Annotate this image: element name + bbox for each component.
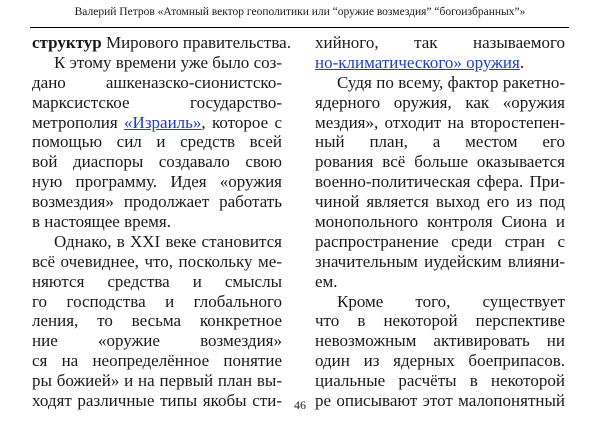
- page-number: 46: [294, 398, 306, 412]
- israel-link[interactable]: «Израиль»: [124, 112, 202, 132]
- text-fragment: Мирового правительства.: [101, 33, 291, 52]
- text-line: [315, 33, 565, 53]
- text-line: что в некоторой перспективе: [315, 311, 565, 331]
- text-fragment: хийного, так называемого: [315, 33, 565, 52]
- left-column: [32, 33, 291, 411]
- text-line: распространение среди стран с: [315, 231, 565, 251]
- text-line: К этому времени уже было соз-: [54, 52, 282, 72]
- text-fragment: метрополия: [32, 112, 125, 132]
- text-line: вой диаспоры создавало свою: [32, 152, 282, 172]
- text-line: чиной является выход его из под: [315, 192, 565, 212]
- text-line: мездия», отходит на второстепен-: [315, 112, 565, 132]
- text-line: один из ядерных боеприпасов.: [315, 351, 565, 371]
- text-line: монопольного контроля Сиона и: [315, 212, 565, 232]
- text-line: Однако, в XXI веке становится: [54, 231, 282, 251]
- text-line: го господства и глобального: [32, 291, 282, 311]
- text-line: ем.: [315, 271, 338, 291]
- text-line: Судя по всему, фактор ракетно-: [337, 72, 565, 92]
- text-line: марксистское государство-: [32, 92, 282, 112]
- text-fragment: .: [519, 52, 525, 72]
- text-line: ние «оружие возмездия»: [32, 331, 282, 351]
- bold-word: структур: [32, 33, 102, 52]
- text-fragment: , которое с: [201, 112, 282, 132]
- text-line: ления, то весьма конкретное: [32, 311, 282, 331]
- text-line: ры божией» и на первый план вы-: [32, 371, 282, 391]
- text-line: [32, 113, 282, 133]
- text-line: ядерного оружия, как «оружия: [315, 92, 565, 112]
- text-line: циальные расчёты в некоторой: [315, 371, 565, 391]
- text-line: возмездия» продолжает работать: [32, 192, 282, 212]
- header-rule: [30, 27, 569, 28]
- text-line: дано ашкеназско-сионистско-: [32, 72, 282, 92]
- text-line: невозможным активировать ни: [315, 331, 565, 351]
- text-line: ходят различные типы якобы сти-: [32, 391, 282, 411]
- text-line: всё очевиднее, что, поскольку ме-: [32, 251, 282, 271]
- text-line: Кроме того, существует: [337, 291, 565, 311]
- text-line: военно-политическая сфера. При-: [315, 172, 565, 192]
- right-column: [315, 33, 565, 411]
- text-line: [315, 53, 565, 73]
- text-line: [32, 33, 291, 53]
- text-line: в настоящее время.: [32, 212, 171, 232]
- text-line: значительным иудейским влияни-: [315, 251, 565, 271]
- text-line: няются средства и смыслы: [32, 271, 282, 291]
- text-line: ре описывают этот малопонятный: [315, 391, 565, 411]
- text-line: помощью сил и средств всей: [32, 132, 282, 152]
- climate-weapon-link-cont[interactable]: но-климатического» оружия: [315, 52, 520, 72]
- text-line: ся на неопределённое понятие: [32, 351, 282, 371]
- text-line: ную программу. Идея «оружия: [32, 172, 282, 192]
- text-line: ный план, а местом его: [315, 132, 565, 152]
- running-header: Валерий Петров «Атомный вектор геополитики или “оружие возмездия” “богоизбранных”»: [74, 6, 526, 18]
- text-line: рования всё больше оказывается: [315, 152, 565, 172]
